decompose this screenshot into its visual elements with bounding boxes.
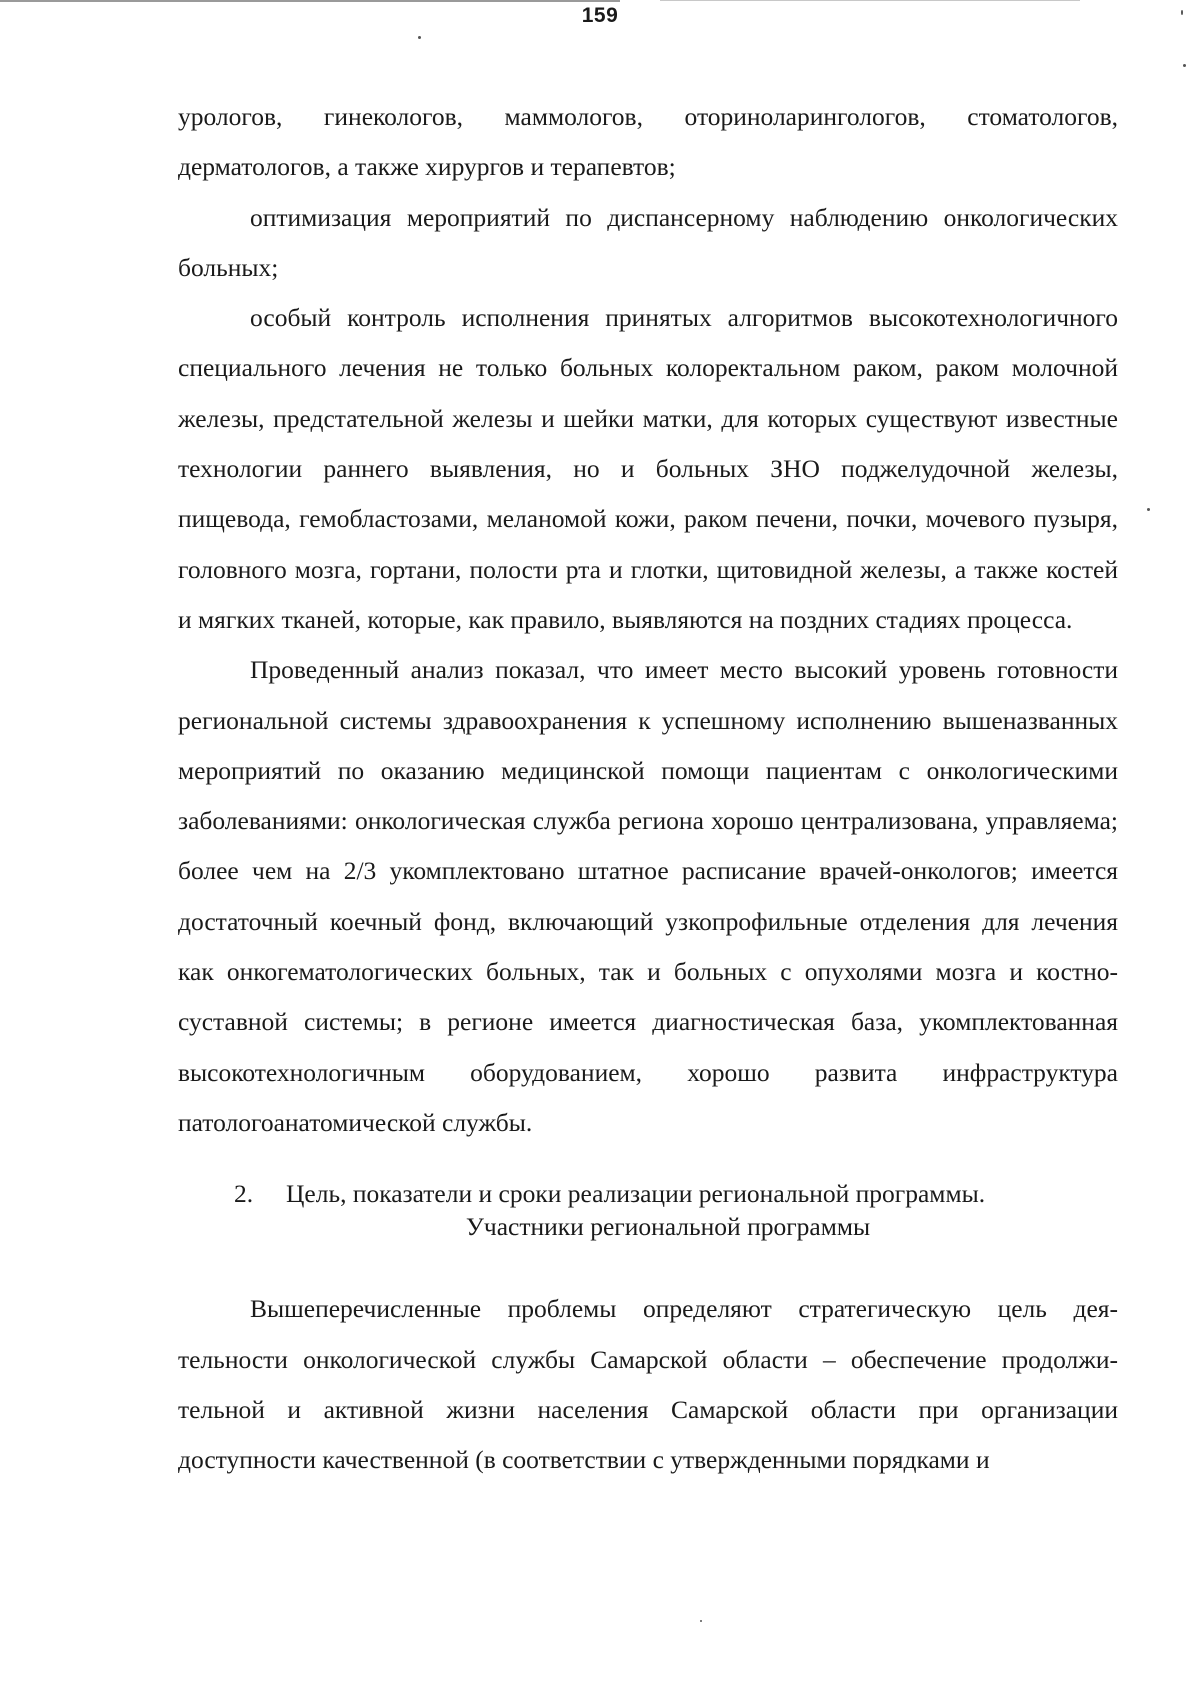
analysis-paragraph: Проведенный анализ показал, что имеет место высокий уровень готовности региональной системы здравоохранения к успешному исполнению вышеназванных мероприятий по оказанию медицинской помощи пациентам с онкологическими заболеваниями: онкологическая служба региона хорошо централизована, управляема; более чем на 2/3 укомплектовано штатное расписание врачей-онкологов; имеется достаточный коечный фонд, включающий узкопрофильные отделения для лечения как онкогематологических больных, так и больных с опухолями мозга и костно-суставной системы; в регионе имеется диагностическая база, укомплектованная высокотехнологичным оборудованием, хорошо развита инфраструктура патологоанатомической службы. bbox=[178, 655, 1118, 1137]
page-number: 159 bbox=[581, 4, 619, 27]
list-item-dispensary: оптимизация мероприятий по диспансерному наблюдению онкологических больных; bbox=[178, 202, 1118, 282]
scan-edge-line bbox=[0, 0, 620, 2]
scan-speck bbox=[1147, 508, 1150, 511]
goal-paragraph: Вышеперечисленные проблемы определяют стратегическую цель деятельности онкологической службы Самарской области – обеспечение продолжительной и активной жизни населения Самарской области при организации доступности качественной (в соответствии с утвержденными порядками и bbox=[178, 1294, 1118, 1475]
scan-speck bbox=[418, 36, 421, 39]
section-heading bbox=[178, 1177, 1118, 1243]
section-heading-line1 bbox=[178, 1177, 1118, 1210]
scan-speck bbox=[700, 1620, 702, 1622]
scan-speck bbox=[1183, 64, 1186, 67]
scan-speck bbox=[1181, 10, 1183, 15]
section-number: 2. bbox=[234, 1179, 254, 1209]
section-title-line1: Цель, показатели и сроки реализации региональной программы. bbox=[286, 1179, 986, 1209]
scan-edge-line-right bbox=[660, 0, 1080, 1]
continuation-paragraph: урологов, гинекологов, маммологов, оториноларингологов, стоматологов, дерматологов, а также хирургов и терапевтов; bbox=[178, 102, 1118, 182]
section-title-line2: Участники региональной программы bbox=[465, 1212, 871, 1242]
document-body bbox=[178, 92, 1118, 1485]
list-item-control: особый контроль исполнения принятых алгоритмов высокотехнологичного специального лечения не только больных колоректальном раком, раком молочной железы, предстательной железы и шейки матки, для которых существуют известные технологии раннего выявления, но и больных ЗНО поджелудочной железы, пищевода, гемобластозами, меланомой кожи, раком печени, почки, мочевого пузыря, головного мозга, гортани, полости рта и глотки, щитовидной железы, а также костей и мягких тканей, которые, как правило, выявляются на поздних стадиях процесса. bbox=[178, 303, 1118, 634]
